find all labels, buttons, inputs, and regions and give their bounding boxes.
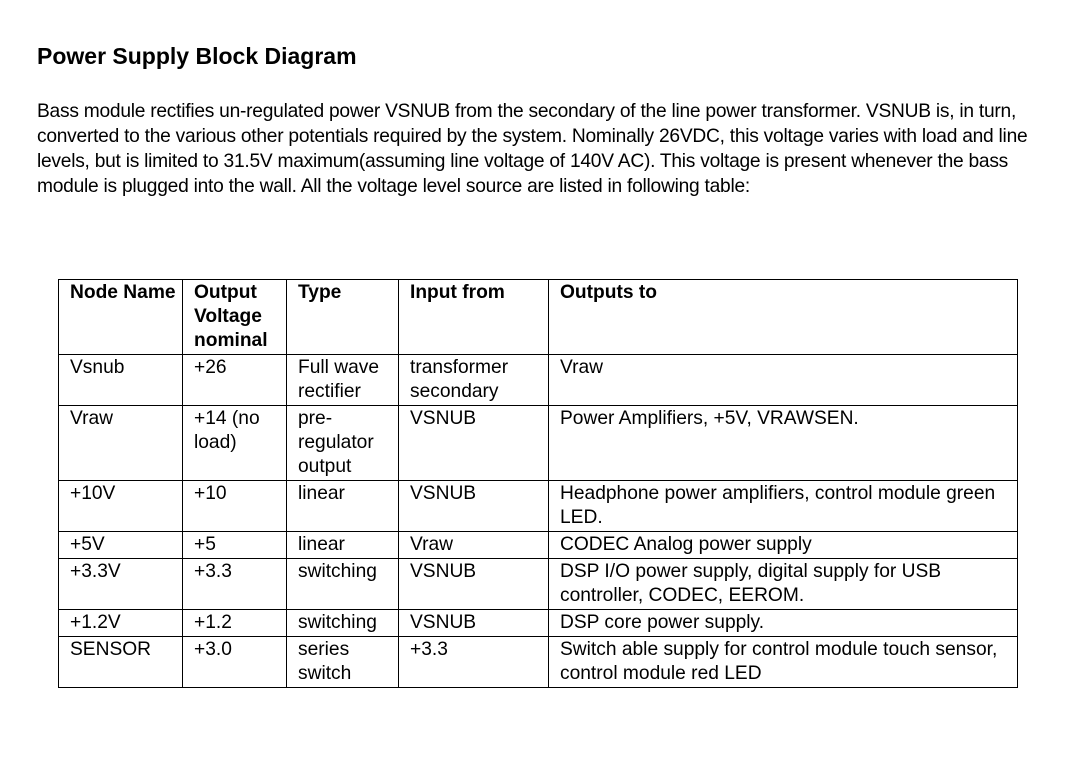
cell-input-from: VSNUB: [399, 559, 549, 610]
cell-node-name: Vsnub: [59, 355, 183, 406]
cell-output-voltage: +3.0: [183, 637, 287, 688]
table-row: [59, 610, 1018, 637]
table-header-row: [59, 280, 1018, 355]
cell-node-name: +1.2V: [59, 610, 183, 637]
cell-input-from: VSNUB: [399, 406, 549, 481]
table-row: [59, 559, 1018, 610]
cell-output-voltage: +14 (no load): [183, 406, 287, 481]
table-row: [59, 637, 1018, 688]
intro-paragraph: Bass module rectifies un-regulated power VSNUB from the secondary of the line power transformer. VSNUB is, in turn, converted to the various other potentials required by the system. Nominally 26VDC, this voltage varies with load and line levels, but is limited to 31.5V maximum(assuming line voltage of 140V AC). This voltage is present whenever the bass module is plugged into the wall. All the voltage level source are listed in following table:: [37, 101, 1028, 197]
cell-type: Full wave rectifier: [287, 355, 399, 406]
cell-input-from: transformer secondary: [399, 355, 549, 406]
cell-node-name: SENSOR: [59, 637, 183, 688]
cell-outputs-to: CODEC Analog power supply: [549, 532, 1018, 559]
cell-type: pre-regulator output: [287, 406, 399, 481]
cell-type: linear: [287, 532, 399, 559]
cell-outputs-to: Vraw: [549, 355, 1018, 406]
cell-node-name: Vraw: [59, 406, 183, 481]
cell-output-voltage: +1.2: [183, 610, 287, 637]
cell-node-name: +3.3V: [59, 559, 183, 610]
table-row: [59, 532, 1018, 559]
cell-type: switching: [287, 610, 399, 637]
cell-outputs-to: Headphone power amplifiers, control module green LED.: [549, 481, 1018, 532]
cell-input-from: Vraw: [399, 532, 549, 559]
cell-outputs-to: DSP I/O power supply, digital supply for USB controller, CODEC, EEROM.: [549, 559, 1018, 610]
cell-node-name: +5V: [59, 532, 183, 559]
table-row: [59, 406, 1018, 481]
table-row: [59, 355, 1018, 406]
table-row: [59, 481, 1018, 532]
voltage-table: [58, 279, 1018, 688]
cell-input-from: VSNUB: [399, 610, 549, 637]
cell-outputs-to: DSP core power supply.: [549, 610, 1018, 637]
header-input-from: Input from: [399, 280, 549, 355]
cell-output-voltage: +26: [183, 355, 287, 406]
header-type: Type: [287, 280, 399, 355]
page-title: Power Supply Block Diagram: [37, 43, 357, 69]
header-outputs-to: Outputs to: [549, 280, 1018, 355]
cell-type: series switch: [287, 637, 399, 688]
header-output-voltage: Output Voltage nominal: [183, 280, 287, 355]
cell-node-name: +10V: [59, 481, 183, 532]
cell-output-voltage: +5: [183, 532, 287, 559]
header-node-name: Node Name: [59, 280, 183, 355]
cell-outputs-to: Switch able supply for control module touch sensor, control module red LED: [549, 637, 1018, 688]
cell-type: linear: [287, 481, 399, 532]
cell-type: switching: [287, 559, 399, 610]
cell-outputs-to: Power Amplifiers, +5V, VRAWSEN.: [549, 406, 1018, 481]
cell-input-from: VSNUB: [399, 481, 549, 532]
cell-input-from: +3.3: [399, 637, 549, 688]
cell-output-voltage: +10: [183, 481, 287, 532]
cell-output-voltage: +3.3: [183, 559, 287, 610]
